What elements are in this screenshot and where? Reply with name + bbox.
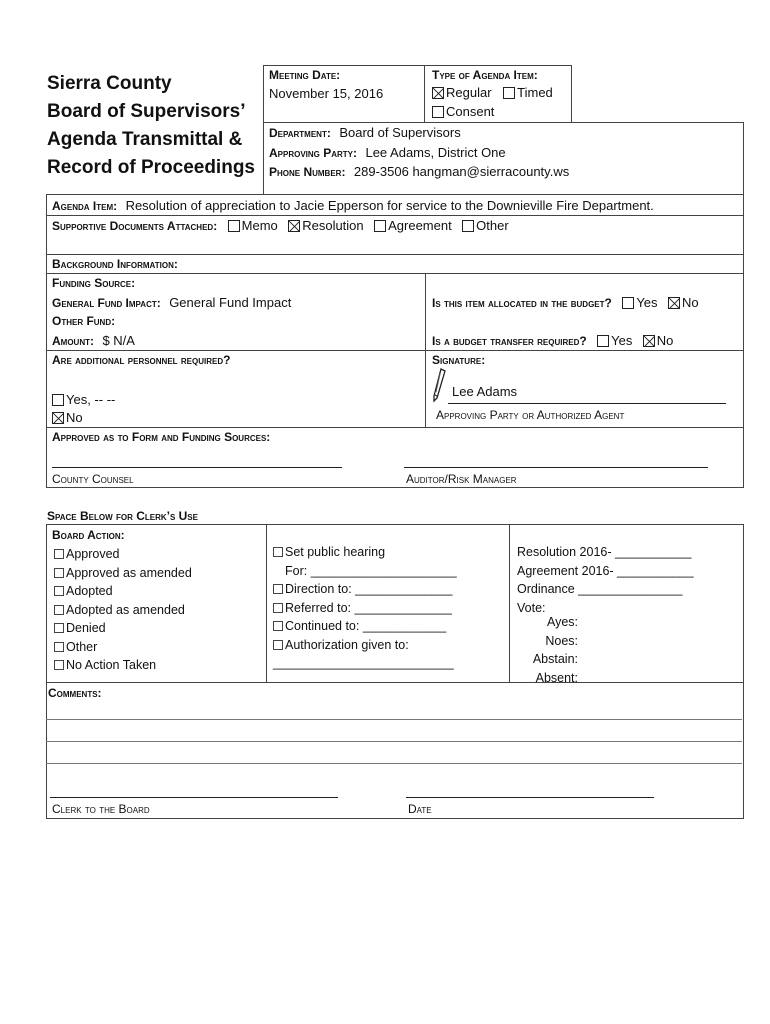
regular-checkbox[interactable]: [432, 87, 444, 99]
transfer-no-checkbox[interactable]: [643, 335, 655, 347]
allocated-no-label: No: [681, 295, 699, 310]
action-other-label: Other: [66, 639, 98, 654]
action-other-checkbox[interactable]: [54, 642, 64, 652]
agenda-item-label: Agenda Item:: [52, 199, 118, 213]
action-denied-label: Denied: [66, 621, 106, 635]
action-no-action: [54, 656, 192, 675]
ordinance-number[interactable]: Ordinance _______________: [517, 582, 683, 596]
referred-row: [273, 599, 457, 618]
authorization-label: Authorization given to:: [285, 637, 409, 652]
pen-icon: [431, 368, 447, 404]
consent-label: Consent: [446, 104, 495, 119]
hearing-label: Set public hearing: [285, 545, 386, 559]
agenda-type-options: [432, 85, 553, 100]
auditor-label: Auditor/Risk Manager: [406, 472, 517, 486]
agreement-number[interactable]: Agreement 2016- ___________: [517, 563, 694, 578]
authorization-row: [273, 636, 457, 655]
board-action-list: [54, 545, 192, 675]
transfer-yes-checkbox[interactable]: [597, 335, 609, 347]
general-fund-value[interactable]: General Fund Impact: [169, 295, 292, 310]
action-approved: [54, 545, 192, 564]
supporting-docs-row: [52, 217, 515, 235]
divider: [46, 350, 744, 351]
county-counsel-label: County Counsel: [52, 472, 134, 486]
allocated-yes-label: Yes: [636, 295, 658, 310]
action-denied-checkbox[interactable]: [54, 623, 64, 633]
memo-label: Memo: [241, 218, 278, 233]
clerk-signature-line: [50, 797, 338, 798]
personnel-label: Are additional personnel required?: [52, 353, 231, 367]
action-approved-amended: [54, 564, 192, 583]
divider: [46, 427, 744, 428]
agreement-checkbox[interactable]: [374, 220, 386, 232]
consent-option: [432, 104, 494, 119]
general-fund-row: [52, 294, 291, 312]
background-label: Background Information:: [52, 257, 178, 271]
signature-name[interactable]: Lee Adams: [452, 384, 518, 399]
action-denied: [54, 619, 192, 638]
divider: [46, 682, 744, 683]
divider: [425, 273, 426, 427]
date-label: Date: [408, 802, 432, 816]
clerk-to-board-label: Clerk to the Board: [52, 802, 150, 816]
clerk-space-label: Space Below for Clerk’s Use: [47, 509, 198, 523]
budget-transfer-label: Is a budget transfer required?: [432, 334, 587, 348]
continued-row: [273, 617, 457, 636]
signature-label: Signature:: [432, 353, 486, 367]
other-label: Other: [476, 218, 509, 233]
action-adopted-amended-checkbox[interactable]: [54, 605, 64, 615]
supporting-docs-label: Supportive Documents Attached:: [52, 219, 218, 233]
budget-allocated-label: Is this item allocated in the budget?: [432, 296, 612, 310]
referred-checkbox[interactable]: [273, 603, 283, 613]
direction-row: [273, 580, 457, 599]
amount-row: [52, 332, 135, 350]
clerk-right-column: [517, 543, 694, 617]
absent-label: Absent:: [535, 670, 578, 685]
transfer-yes-label: Yes: [611, 333, 633, 348]
action-adopted: [54, 582, 192, 601]
comment-line-2[interactable]: [46, 741, 742, 742]
meeting-date-label: Meeting Date:: [269, 68, 341, 82]
approving-party-value[interactable]: Lee Adams, District One: [365, 145, 506, 160]
agenda-item-value[interactable]: Resolution of appreciation to Jacie Epperson for service to the Downieville Fire Department.: [125, 198, 654, 213]
vote-label: Vote:: [517, 600, 546, 615]
department-value[interactable]: Board of Supervisors: [339, 125, 461, 140]
department-label: Department:: [269, 126, 331, 140]
divider: [509, 524, 510, 682]
approved-label: Approved as to Form and Funding Sources:: [52, 430, 271, 444]
hearing-checkbox[interactable]: [273, 547, 283, 557]
personnel-yes-row: [52, 392, 115, 407]
agenda-item-row: [52, 197, 654, 215]
title-line-1: Sierra County: [47, 73, 172, 94]
action-approved-amended-label: Approved as amended: [66, 565, 192, 580]
action-adopted-label: Adopted: [66, 584, 113, 598]
general-fund-label: General Fund Impact:: [52, 296, 161, 310]
noes-label: Noes:: [545, 633, 578, 648]
consent-checkbox[interactable]: [432, 106, 444, 118]
personnel-no-row: [52, 410, 83, 425]
agreement-label: Agreement: [388, 218, 452, 233]
direction-checkbox[interactable]: [273, 584, 283, 594]
title-line-3: Agenda Transmittal &: [47, 129, 243, 150]
allocated-yes-checkbox[interactable]: [622, 297, 634, 309]
comments-label: Comments:: [48, 686, 102, 700]
action-approved-amended-checkbox[interactable]: [54, 568, 64, 578]
other-checkbox[interactable]: [462, 220, 474, 232]
funding-source-label: Funding Source:: [52, 276, 136, 290]
personnel-no-checkbox[interactable]: [52, 412, 64, 424]
authorization-blank[interactable]: __________________________: [273, 656, 454, 670]
personnel-yes-checkbox[interactable]: [52, 394, 64, 406]
transfer-no-label: No: [656, 333, 674, 348]
resolution-label: Resolution: [302, 218, 364, 233]
personnel-no-label: No: [66, 410, 83, 425]
signature-line: [448, 403, 726, 404]
action-adopted-amended: [54, 601, 192, 620]
personnel-yes-label: Yes, -- --: [66, 392, 116, 407]
divider: [266, 524, 267, 682]
phone-label: Phone Number:: [269, 165, 346, 179]
direction-label: Direction to: ______________: [285, 582, 453, 596]
hearing-row: [273, 543, 457, 562]
counsel-signature-line: [52, 467, 342, 468]
signature-caption: Approving Party or Authorized Agent: [436, 408, 625, 422]
budget-transfer-row: [432, 332, 679, 350]
board-action-label: Board Action:: [52, 528, 125, 542]
referred-label: Referred to: ______________: [285, 600, 452, 615]
vote-tally: [525, 613, 578, 687]
meeting-date-value[interactable]: November 15, 2016: [269, 86, 384, 101]
abstain-label: Abstain:: [532, 652, 578, 666]
phone-row: [269, 163, 569, 181]
action-no-action-checkbox[interactable]: [54, 660, 64, 670]
agenda-type-label: Type of Agenda Item:: [432, 68, 538, 82]
action-adopted-checkbox[interactable]: [54, 586, 64, 596]
title-line-2: Board of Supervisors’: [47, 101, 246, 122]
action-no-action-label: No Action Taken: [66, 658, 157, 672]
ayes-label: Ayes:: [546, 615, 578, 629]
action-other: [54, 638, 192, 657]
divider: [46, 215, 744, 216]
approving-party-row: [269, 144, 506, 162]
authorization-checkbox[interactable]: [273, 640, 283, 650]
form-title: [47, 70, 255, 182]
comment-line-1[interactable]: [46, 719, 742, 720]
amount-value[interactable]: $ N/A: [102, 333, 135, 348]
budget-allocated-row: [432, 294, 705, 312]
amount-label: Amount:: [52, 334, 94, 348]
action-adopted-amended-label: Adopted as amended: [66, 602, 185, 617]
action-approved-label: Approved: [66, 547, 120, 561]
resolution-checkbox[interactable]: [288, 220, 300, 232]
date-line: [406, 797, 654, 798]
divider: [46, 254, 744, 255]
divider: [46, 273, 744, 274]
memo-checkbox[interactable]: [228, 220, 240, 232]
timed-checkbox[interactable]: [503, 87, 515, 99]
auditor-signature-line: [404, 467, 708, 468]
title-line-4: Record of Proceedings: [47, 157, 255, 178]
approving-party-label: Approving Party:: [269, 146, 358, 160]
other-fund-label: Other Fund:: [52, 314, 116, 328]
regular-label: Regular: [446, 85, 492, 100]
timed-label: Timed: [517, 85, 553, 100]
clerk-middle-column: [273, 543, 457, 673]
action-approved-checkbox[interactable]: [54, 549, 64, 559]
hearing-for[interactable]: For: _____________________: [285, 563, 457, 578]
continued-checkbox[interactable]: [273, 621, 283, 631]
resolution-number[interactable]: Resolution 2016- ___________: [517, 545, 692, 559]
allocated-no-checkbox[interactable]: [668, 297, 680, 309]
comment-line-3[interactable]: [46, 763, 742, 764]
continued-label: Continued to: ____________: [285, 619, 447, 633]
phone-value[interactable]: 289-3506 hangman@sierracounty.ws: [353, 164, 570, 179]
department-row: [269, 124, 461, 142]
